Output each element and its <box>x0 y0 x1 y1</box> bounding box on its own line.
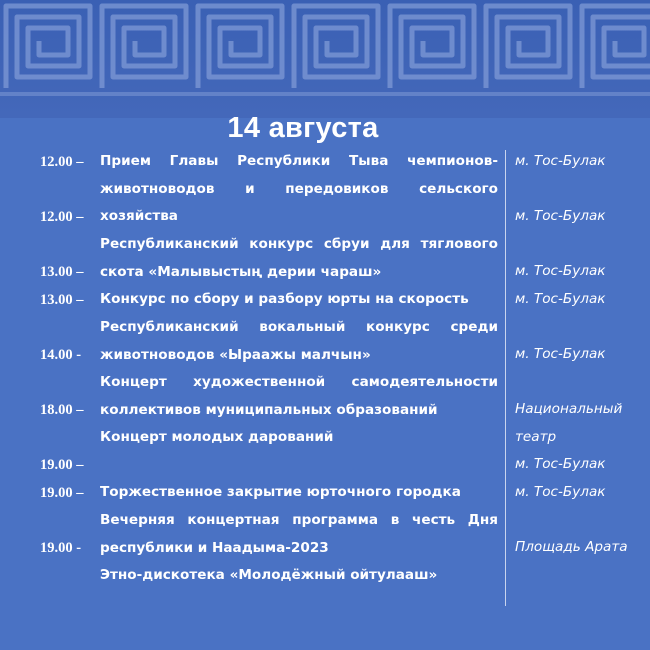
event-line: Концерт молодых дарований <box>100 429 334 445</box>
event-line: Концерт художественной самодеятельности <box>100 374 498 390</box>
event-description <box>100 424 498 452</box>
event-line: животноводов «Ыраажы малчын» <box>100 346 371 363</box>
event-line: Республиканский вокальный конкурс среди <box>100 319 498 335</box>
venue-cell: м. Тос-Булак <box>515 456 606 472</box>
event-line: Прием Главы Республики Тыва чемпионов- <box>100 153 498 169</box>
event-line: Конкурс по сбору и разбору юрты на скорость <box>100 291 469 307</box>
time-cell: 14.00 - <box>40 347 82 363</box>
venue-cell: м. Тос-Булак <box>515 291 606 307</box>
meander-segment <box>102 6 186 88</box>
meander-segment <box>198 6 282 88</box>
event-line: скота «Малывыстың дерии чараш» <box>100 263 382 280</box>
event-description <box>100 314 498 369</box>
time-cell: 19.00 - <box>40 540 82 556</box>
event-description <box>100 479 498 507</box>
venue-cell: м. Тос-Булак <box>515 484 606 500</box>
venue-cell: Площадь Арата <box>515 539 628 555</box>
event-line: Республиканский конкурс сбруи для тяглового <box>100 236 498 252</box>
event-description <box>100 369 498 424</box>
event-line: республики и Наадыма-2023 <box>100 539 329 556</box>
venue-cell: м. Тос-Булак <box>515 208 606 224</box>
page-title: 14 августа <box>227 112 379 144</box>
event-description <box>100 231 498 286</box>
meander-segment <box>582 6 650 88</box>
meander-segment <box>390 6 474 88</box>
schedule-table <box>0 148 650 618</box>
venue-cell: м. Тос-Булак <box>515 153 606 169</box>
event-description <box>100 507 498 562</box>
venue-cell: театр <box>515 429 557 445</box>
event-description <box>100 148 498 231</box>
time-cell: 13.00 – <box>40 264 84 280</box>
meander-segment <box>6 6 90 88</box>
event-line: коллективов муниципальных образований <box>100 401 438 418</box>
ornament-banner <box>0 0 650 118</box>
venue-cell: Национальный <box>515 401 623 417</box>
venue-cell: м. Тос-Булак <box>515 263 606 279</box>
event-line: Торжественное закрытие юрточного городка <box>100 484 461 500</box>
venue-cell: м. Тос-Булак <box>515 346 606 362</box>
time-cell: 12.00 – <box>40 154 84 170</box>
time-cell: 19.00 – <box>40 485 84 501</box>
time-cell: 12.00 – <box>40 209 84 225</box>
time-cell: 18.00 – <box>40 402 84 418</box>
event-line: Вечерняя концертная программа в честь Дня <box>100 512 498 528</box>
event-line: хозяйства <box>100 208 178 224</box>
column-divider <box>505 150 506 606</box>
event-line: животноводов и передовиков сельского <box>100 180 498 197</box>
event-description <box>100 562 498 590</box>
time-cell: 19.00 – <box>40 457 84 473</box>
meander-segment <box>486 6 570 88</box>
time-cell: 13.00 – <box>40 292 84 308</box>
event-line: Этно-дискотека «Молодёжный ойтулааш» <box>100 567 438 583</box>
event-description <box>100 286 498 314</box>
meander-segment <box>294 6 378 88</box>
meander-pattern <box>0 0 650 118</box>
